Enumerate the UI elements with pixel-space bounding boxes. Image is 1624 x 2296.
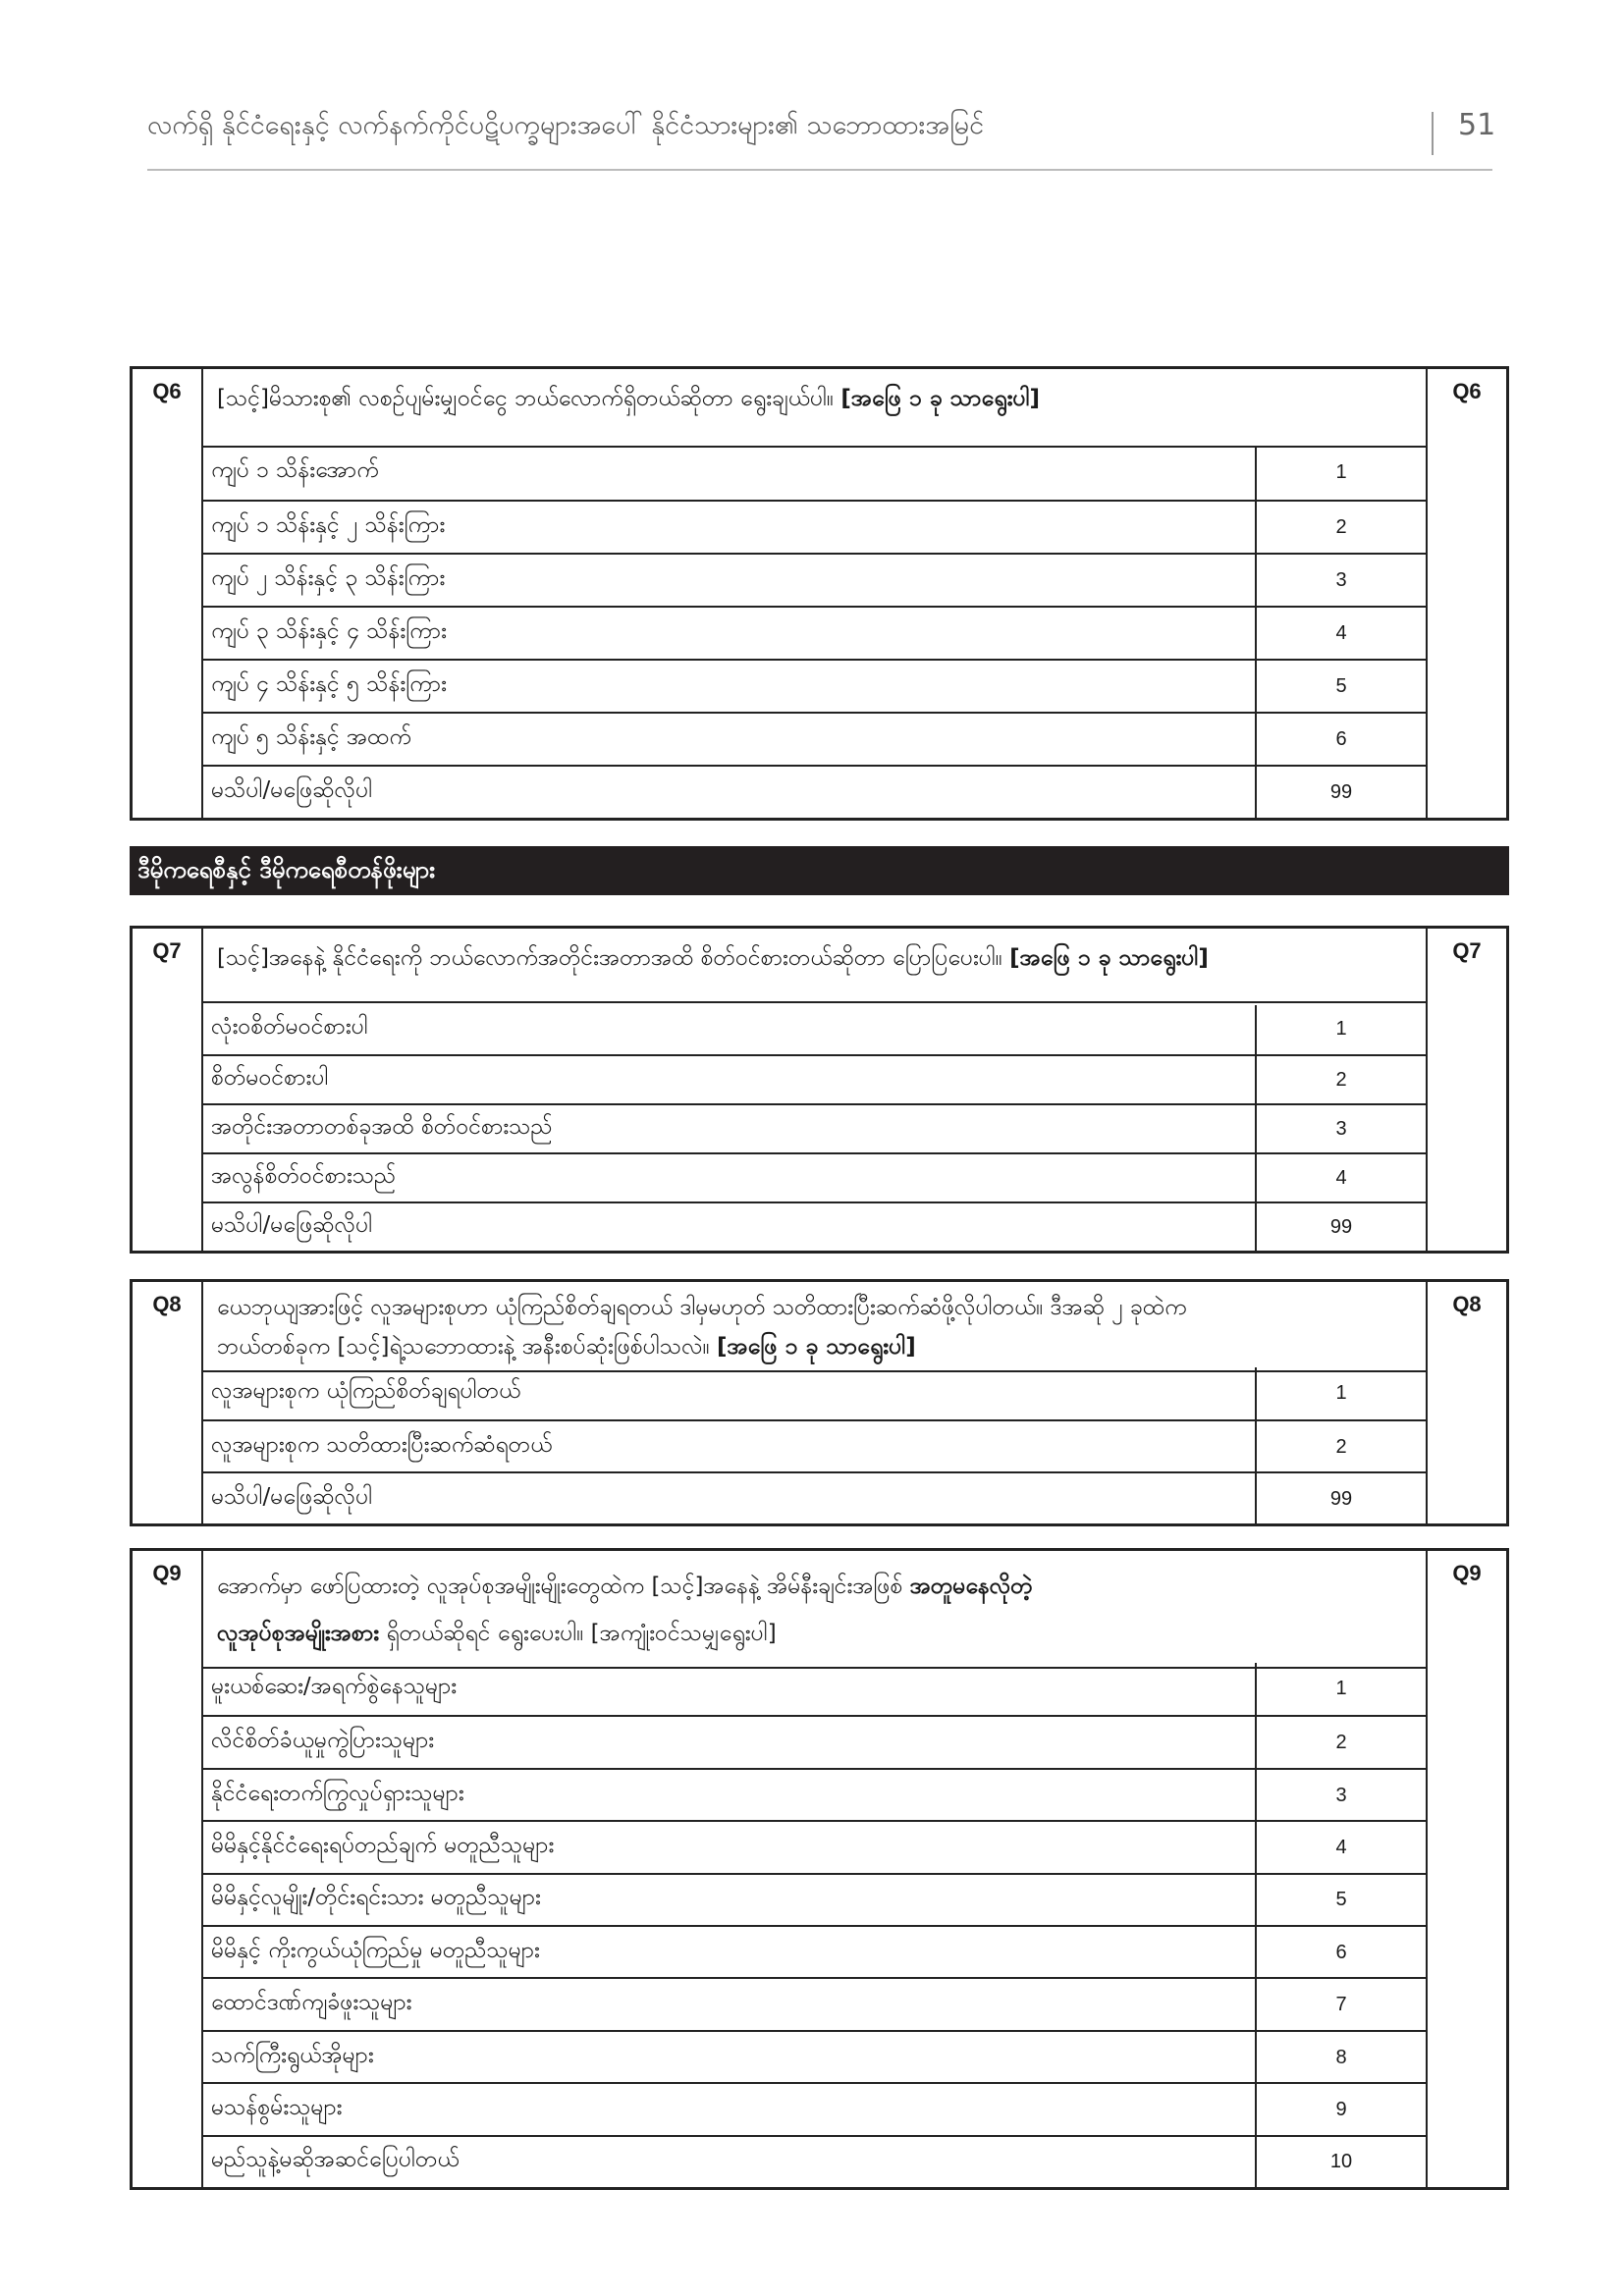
option-row	[203, 1005, 1426, 1054]
question-table-q9	[130, 1548, 1509, 2190]
question-id: Q6	[1452, 379, 1482, 403]
option-label: မိမိနှင့် ကိုးကွယ်ယုံကြည်မှု မတူညီသူများ	[211, 1937, 540, 1963]
question-table-q7	[130, 926, 1509, 1254]
question-id-cell-left	[133, 369, 203, 818]
question-text-body: အောက်မှာ ဖော်ပြထားတဲ့ လူအုပ်စုအမျိုးမျိုးတွေထဲက [သင့်]အနေနဲ့ အိမ်နီးချင်းအဖြစ်	[217, 1574, 903, 1599]
option-label: ကျပ် ၁ သိန်းနှင့် ၂ သိန်းကြား	[211, 512, 446, 538]
question-id: Q7	[152, 938, 182, 963]
page-header	[147, 108, 1496, 171]
option-code-cell	[1255, 2084, 1426, 2134]
question-id-cell-left	[133, 1551, 203, 2187]
option-code-cell	[1255, 1979, 1426, 2029]
option-row	[203, 2082, 1426, 2134]
option-code-cell	[1255, 1421, 1426, 1471]
option-row	[203, 1768, 1426, 1820]
option-label: လိင်စိတ်ခံယူမှုကွဲပြားသူများ	[211, 1728, 435, 1754]
option-code-cell	[1255, 608, 1426, 659]
question-table-q8	[130, 1279, 1509, 1526]
question-text-body: ဘယ်တစ်ခုက [သင့်]ရဲ့သဘောထားနဲ့ အနီးစပ်ဆုံးဖြစ်ပါသလဲ။	[217, 1334, 710, 1360]
question-instruction: [အဖြေ ၁ ခု သာရွေးပါ]	[716, 1334, 916, 1360]
option-row	[203, 1820, 1426, 1872]
question-id: Q9	[1452, 1561, 1482, 1585]
question-text-emphasis: လူအုပ်စုအမျိုးအစား	[217, 1621, 380, 1646]
option-row	[203, 1152, 1426, 1201]
option-row	[203, 1201, 1426, 1251]
option-code: 6	[1335, 1941, 1347, 1963]
question-text	[203, 929, 1426, 1003]
question-id-cell-right	[1426, 369, 1506, 818]
question-text-body: [သင့်]အနေနဲ့ နိုင်ငံရေးကို ဘယ်လောက်အတိုင်းအတာအထိ စိတ်ဝင်စားတယ်ဆိုတာ ပြောပြပေးပါ။	[217, 945, 1002, 971]
option-row	[203, 2135, 1426, 2187]
option-code: 4	[1335, 1167, 1347, 1189]
header-divider	[1432, 112, 1434, 155]
option-row	[203, 1715, 1426, 1767]
option-label: မသိပါ/မဖြေဆိုလိုပါ	[211, 1212, 373, 1238]
question-table-q6	[130, 366, 1509, 821]
question-instruction: [အဖြေ ၁ ခု သာရွေးပါ]	[1009, 945, 1209, 971]
option-code-cell	[1255, 1005, 1426, 1054]
question-text-line: ယေဘုယျအားဖြင့် လူအများစုဟာ ယုံကြည်စိတ်ချရတယ် ဒါမှမဟုတ် သတိထားပြီးဆက်ဆံဖို့လိုပါတယ်။ ဒီအဆို ၂ ခုထဲက	[217, 1295, 1187, 1320]
option-code-cell	[1255, 1822, 1426, 1872]
option-code: 5	[1335, 675, 1347, 697]
option-row	[203, 447, 1426, 500]
option-code: 2	[1335, 1435, 1347, 1458]
question-id: Q9	[152, 1561, 182, 1585]
option-code-cell	[1255, 661, 1426, 712]
question-text	[203, 369, 1426, 448]
option-row	[203, 606, 1426, 659]
section-heading-band	[130, 846, 1509, 895]
question-text-line	[217, 1563, 1412, 1610]
option-code: 6	[1335, 728, 1347, 750]
question-id: Q8	[152, 1292, 182, 1316]
options-list	[203, 1663, 1426, 2187]
option-label: လုံးဝစိတ်မဝင်စားပါ	[211, 1014, 368, 1040]
question-id-cell-right	[1426, 1551, 1506, 2187]
option-code: 7	[1335, 1994, 1347, 2016]
question-id-cell-left	[133, 1282, 203, 1523]
option-row	[203, 1367, 1426, 1419]
option-label: နိုင်ငံရေးတက်ကြွလှုပ်ရှားသူများ	[211, 1780, 464, 1806]
question-text-body: [သင့်]မိသားစု၏ လစဉ်ပျမ်းမျှဝင်ငွေ ဘယ်လောက်ရှိတယ်ဆိုတာ ရွေးချယ်ပါ။	[217, 386, 834, 411]
option-label: ကျပ် ၁ သိန်းအောက်	[211, 457, 379, 483]
option-label: မသိပါ/မဖြေဆိုလိုပါ	[211, 777, 373, 803]
question-id: Q7	[1452, 938, 1482, 963]
running-title: လက်ရှိ နိုင်ငံရေးနှင့် လက်နက်ကိုင်ပဋိပက္ခများအပေါ် နိုင်ငံသားများ၏ သဘောထားအမြင်	[147, 110, 985, 140]
option-code-cell	[1255, 2032, 1426, 2082]
option-code: 1	[1335, 461, 1347, 483]
option-label: အတိုင်းအတာတစ်ခုအထိ စိတ်ဝင်စားသည်	[211, 1114, 553, 1140]
option-code: 4	[1335, 1836, 1347, 1858]
option-row	[203, 1873, 1426, 1925]
question-id-cell-right	[1426, 1282, 1506, 1523]
option-row	[203, 1103, 1426, 1152]
option-code-cell	[1255, 502, 1426, 553]
option-row	[203, 659, 1426, 712]
question-text	[203, 1551, 1426, 1669]
option-code-cell	[1255, 1473, 1426, 1523]
option-row	[203, 765, 1426, 818]
section-heading: ဒီမိုကရေစီနှင့် ဒီမိုကရေစီတန်ဖိုးများ	[137, 856, 436, 883]
question-text-line	[217, 1610, 1412, 1657]
option-label: အလွန်စိတ်ဝင်စားသည်	[211, 1163, 397, 1189]
option-code: 99	[1329, 1216, 1353, 1238]
option-label: မိမိနှင့်လူမျိုး/တိုင်းရင်းသား မတူညီသူများ	[211, 1885, 541, 1911]
question-instruction: [အဖြေ ၁ ခု သာရွေးပါ]	[840, 386, 1041, 411]
option-row	[203, 1054, 1426, 1103]
option-code: 1	[1335, 1381, 1347, 1404]
question-text-body: ရှိတယ်ဆိုရင် ရွေးပေးပါ။ [အကျုံးဝင်သမျှရွေးပါ]	[386, 1621, 777, 1646]
option-code-cell	[1255, 714, 1426, 765]
option-label: ထောင်ဒဏ်ကျခံဖူးသူများ	[211, 1990, 412, 2016]
option-row	[203, 1419, 1426, 1471]
option-label: လူအများစုက ယုံကြည်စိတ်ချရပါတယ်	[211, 1377, 521, 1404]
option-code-cell	[1255, 1154, 1426, 1201]
option-code: 9	[1335, 2098, 1347, 2120]
option-row	[203, 1663, 1426, 1715]
option-code-cell	[1255, 1717, 1426, 1767]
option-code-cell	[1255, 767, 1426, 818]
option-code: 1	[1335, 1677, 1347, 1699]
header-rule	[147, 169, 1492, 171]
question-id: Q8	[1452, 1292, 1482, 1316]
option-label: ကျပ် ၂ သိန်းနှင့် ၃ သိန်းကြား	[211, 565, 446, 591]
option-row	[203, 2030, 1426, 2082]
option-code-cell	[1255, 555, 1426, 606]
option-label: စိတ်မဝင်စားပါ	[211, 1065, 329, 1091]
option-label: လူအများစုက သတိထားပြီးဆက်ဆံရတယ်	[211, 1431, 553, 1458]
option-code-cell	[1255, 1105, 1426, 1152]
option-code-cell	[1255, 1927, 1426, 1977]
options-list	[203, 447, 1426, 818]
question-text-line	[217, 1327, 1412, 1366]
option-label: ကျပ် ၃ သိန်းနှင့် ၄ သိန်းကြား	[211, 618, 447, 644]
option-row	[203, 712, 1426, 765]
option-label: မသန်စွမ်းသူများ	[211, 2094, 343, 2120]
question-id: Q6	[152, 379, 182, 403]
option-code: 1	[1335, 1018, 1347, 1040]
option-code-cell	[1255, 1770, 1426, 1820]
option-row	[203, 500, 1426, 553]
option-label: မည်သူနဲ့မဆိုအဆင်ပြေပါတယ်	[211, 2147, 460, 2173]
option-row	[203, 1471, 1426, 1523]
question-text	[203, 1282, 1426, 1372]
option-code: 2	[1335, 516, 1347, 538]
option-code: 3	[1335, 1118, 1347, 1140]
option-label: ကျပ် ၄ သိန်းနှင့် ၅ သိန်းကြား	[211, 671, 447, 697]
option-label: မိမိနှင့်နိုင်ငံရေးရပ်တည်ချက် မတူညီသူများ	[211, 1832, 555, 1858]
option-code-cell	[1255, 1203, 1426, 1251]
question-id-cell-right	[1426, 929, 1506, 1251]
option-code: 5	[1335, 1889, 1347, 1911]
option-code: 4	[1335, 622, 1347, 644]
option-label: သက်ကြီးရွယ်အိုများ	[211, 2042, 374, 2068]
option-code: 3	[1335, 569, 1347, 591]
option-code-cell	[1255, 1367, 1426, 1419]
option-row	[203, 553, 1426, 606]
option-code: 99	[1329, 1487, 1353, 1510]
option-label: မသိပါ/မဖြေဆိုလိုပါ	[211, 1483, 373, 1510]
option-code: 2	[1335, 1732, 1347, 1754]
page-number: 51	[1458, 108, 1496, 142]
options-list	[203, 1005, 1426, 1251]
question-text-emphasis: အတူမနေလိုတဲ့	[909, 1574, 1033, 1599]
option-code: 99	[1329, 781, 1353, 803]
option-row	[203, 1925, 1426, 1977]
option-code: 3	[1335, 1784, 1347, 1806]
option-code: 10	[1329, 2151, 1353, 2173]
option-label: ကျပ် ၅ သိန်းနှင့် အထက်	[211, 724, 411, 750]
option-label: မူးယစ်ဆေး/အရက်စွဲနေသူများ	[211, 1673, 458, 1699]
option-code-cell	[1255, 2137, 1426, 2187]
option-code-cell	[1255, 1056, 1426, 1103]
option-row	[203, 1977, 1426, 2029]
option-code-cell	[1255, 447, 1426, 500]
option-code-cell	[1255, 1663, 1426, 1715]
options-list	[203, 1367, 1426, 1523]
option-code-cell	[1255, 1875, 1426, 1925]
option-code: 2	[1335, 1069, 1347, 1091]
question-id-cell-left	[133, 929, 203, 1251]
option-code: 8	[1335, 2046, 1347, 2068]
